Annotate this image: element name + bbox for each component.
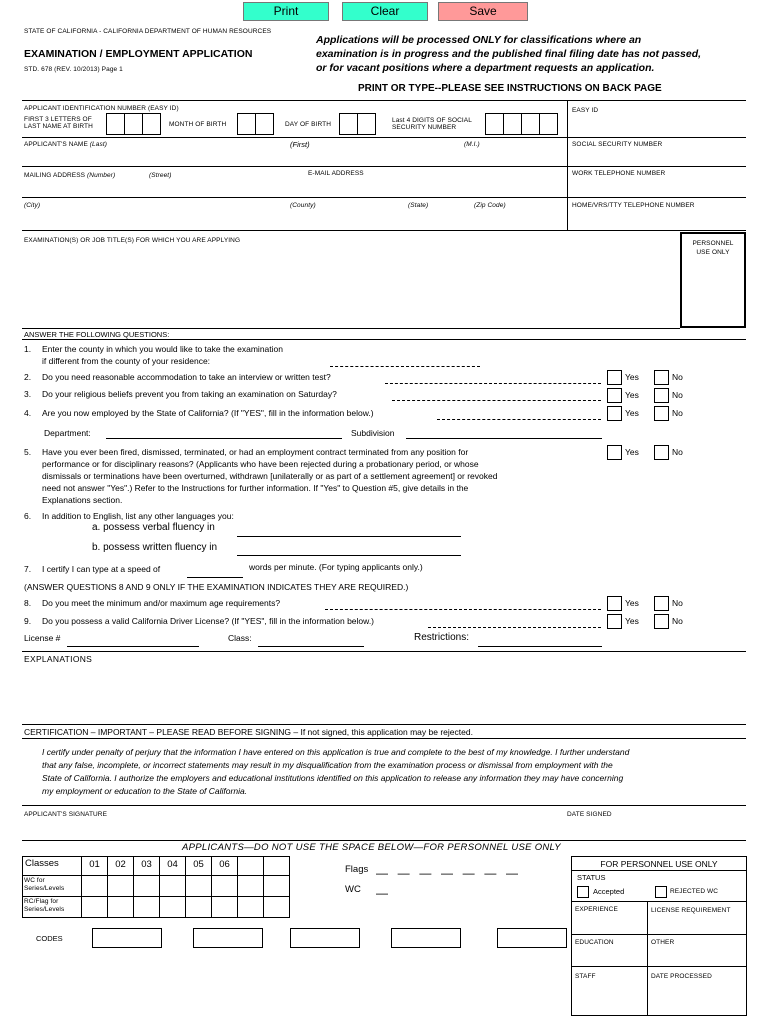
- class-entry-cell[interactable]: [237, 896, 264, 918]
- easy-id-heading: APPLICANT IDENTIFICATION NUMBER (EASY ID): [24, 105, 179, 112]
- personnel-banner: APPLICANTS—DO NOT USE THE SPACE BELOW—FOR PERSONNEL USE ONLY: [182, 842, 561, 853]
- code-box-5[interactable]: [497, 928, 567, 948]
- q3-no-checkbox[interactable]: [654, 388, 669, 403]
- q7-text-b: words per minute. (For typing applicants only.): [249, 562, 423, 572]
- q89-note: (ANSWER QUESTIONS 8 AND 9 ONLY IF THE EXAMINATION INDICATES THEY ARE REQUIRED.): [24, 582, 409, 592]
- q5-line-3: dismissals or terminations have been overturned, withdrawn [unilaterally or as part of a settlement agreement] or revoked: [42, 471, 498, 481]
- date-signed-label[interactable]: DATE SIGNED: [567, 811, 612, 818]
- class-col-label: 03: [141, 859, 152, 870]
- rejected-wc-label: REJECTED WC: [670, 888, 719, 895]
- class-entry-cell[interactable]: [107, 875, 134, 897]
- education-label[interactable]: EDUCATION: [575, 939, 614, 946]
- class-entry-cell[interactable]: [159, 875, 186, 897]
- ssn-box-1[interactable]: [485, 113, 504, 135]
- q5-line-5: Explanations section.: [42, 495, 123, 505]
- class-entry-cell[interactable]: [237, 875, 264, 897]
- for-personnel-label: FOR PERSONNEL USE ONLY: [600, 859, 718, 869]
- form-id: STD. 678 (REV. 10/2013) Page 1: [24, 66, 123, 73]
- subdivision-label: Subdivision: [351, 428, 395, 438]
- q2-yes-label: Yes: [625, 372, 639, 382]
- explanations-label[interactable]: EXPLANATIONS: [24, 654, 93, 664]
- q4-number: 4.: [24, 408, 32, 418]
- exam-titles-label[interactable]: EXAMINATION(S) OR JOB TITLE(S) FOR WHICH YOU ARE APPLYING: [24, 237, 241, 244]
- q2-number: 2.: [24, 372, 32, 382]
- typing-speed-field[interactable]: [187, 577, 243, 578]
- q2-text: Do you need reasonable accommodation to take an interview or written test?: [42, 372, 331, 382]
- first3-box-3[interactable]: [142, 113, 161, 135]
- day-of-birth-label: DAY OF BIRTH: [285, 121, 331, 128]
- q8-text: Do you meet the minimum and/or maximum age requirements?: [42, 598, 281, 608]
- class-header-cell: [263, 856, 290, 876]
- restrictions-label: Restrictions:: [414, 632, 470, 643]
- class-entry-cell[interactable]: [81, 896, 108, 918]
- print-button[interactable]: Print: [243, 2, 329, 21]
- first3-box-2[interactable]: [124, 113, 143, 135]
- ssn-last4-label: Last 4 DIGITS OF SOCIAL SECURITY NUMBER: [392, 117, 472, 131]
- class-entry-cell[interactable]: [211, 875, 238, 897]
- department-field[interactable]: [106, 438, 342, 439]
- class-label: Class:: [228, 633, 252, 643]
- other-label[interactable]: OTHER: [651, 939, 675, 946]
- subdivision-field[interactable]: [406, 438, 602, 439]
- rejected-wc-checkbox[interactable]: [655, 886, 667, 898]
- personnel-use-label: PERSONNEL USE ONLY: [692, 240, 734, 256]
- department-label: Department:: [44, 428, 91, 438]
- q9-number: 9.: [24, 616, 32, 626]
- first-name-label[interactable]: (First): [290, 140, 310, 149]
- work-phone-label[interactable]: WORK TELEPHONE NUMBER: [572, 170, 666, 177]
- mailing-address-label[interactable]: MAILING ADDRESS (Number): [24, 172, 116, 179]
- class-entry-cell[interactable]: [133, 875, 160, 897]
- code-box-1[interactable]: [92, 928, 162, 948]
- code-box-3[interactable]: [290, 928, 360, 948]
- state-label[interactable]: (State): [408, 202, 429, 209]
- first3-box-1[interactable]: [106, 113, 125, 135]
- license-label: License #: [24, 633, 61, 643]
- class-entry-cell[interactable]: [81, 875, 108, 897]
- wc-series-label: WC for Series/Levels: [24, 877, 65, 892]
- q6-number: 6.: [24, 511, 32, 521]
- questions-heading: ANSWER THE FOLLOWING QUESTIONS:: [24, 330, 170, 339]
- q9-text: Do you possess a valid California Driver License? (If "YES", fill in the information below.): [42, 616, 375, 626]
- certification-heading: CERTIFICATION – IMPORTANT – PLEASE READ BEFORE SIGNING – If not signed, this application may be rejected.: [24, 727, 473, 737]
- q8-yes-checkbox[interactable]: [607, 596, 622, 611]
- wc-label: WC: [345, 884, 361, 895]
- signature-label[interactable]: APPLICANT'S SIGNATURE: [24, 811, 108, 818]
- q1-number: 1.: [24, 344, 32, 354]
- license-field[interactable]: [67, 646, 199, 647]
- q1-text-a: Enter the county in which you would like to take the examination: [42, 344, 283, 354]
- form-title: EXAMINATION / EMPLOYMENT APPLICATION: [24, 48, 253, 60]
- agency-name: STATE OF CALIFORNIA - CALIFORNIA DEPARTMENT OF HUMAN RESOURCES: [24, 28, 272, 35]
- q4-yes-checkbox[interactable]: [607, 406, 622, 421]
- q3-text: Do your religious beliefs prevent you from taking an examination on Saturday?: [42, 389, 337, 399]
- q1-county-field[interactable]: [330, 366, 480, 367]
- experience-label[interactable]: EXPERIENCE: [575, 906, 618, 913]
- code-box-2[interactable]: [193, 928, 263, 948]
- street-label[interactable]: (Street): [149, 172, 172, 179]
- ssn-box-2[interactable]: [503, 113, 522, 135]
- wc-field[interactable]: —: [376, 886, 388, 900]
- save-button[interactable]: Save: [438, 2, 528, 21]
- classes-label: Classes: [25, 858, 59, 869]
- q6a-field[interactable]: [237, 536, 461, 537]
- q5-no-label: No: [672, 447, 683, 457]
- q2-no-label: No: [672, 372, 683, 382]
- q5-no-checkbox[interactable]: [654, 445, 669, 460]
- q6b-field[interactable]: [237, 555, 461, 556]
- ssn-box-3[interactable]: [521, 113, 540, 135]
- class-col-label: 06: [219, 859, 230, 870]
- q9-no-label: No: [672, 616, 683, 626]
- ssn-label[interactable]: SOCIAL SECURITY NUMBER: [572, 141, 663, 148]
- q5-line-1: Have you ever been fired, dismissed, terminated, or had an employment contract terminated from any position for: [42, 447, 469, 457]
- class-entry-cell[interactable]: [185, 875, 212, 897]
- class-entry-cell[interactable]: [107, 896, 134, 918]
- clear-button[interactable]: Clear: [342, 2, 428, 21]
- certification-line-2: that any false, incomplete, or incorrect statements may result in my disqualification from the examination process or dismissal from employment with the: [42, 760, 613, 770]
- q8-yes-label: Yes: [625, 598, 639, 608]
- class-col-label: 02: [115, 859, 126, 870]
- q3-number: 3.: [24, 389, 32, 399]
- codes-label: CODES: [36, 934, 63, 943]
- q6a-label: a. possess verbal fluency in: [92, 522, 215, 533]
- q9-yes-checkbox[interactable]: [607, 614, 622, 629]
- restrictions-field[interactable]: [478, 646, 602, 647]
- class-entry-cell[interactable]: [211, 896, 238, 918]
- license-req-label[interactable]: LICENSE REQUIREMENT: [651, 907, 731, 914]
- q8-number: 8.: [24, 598, 32, 608]
- ssn-box-4[interactable]: [539, 113, 558, 135]
- q8-no-checkbox[interactable]: [654, 596, 669, 611]
- print-or-type: PRINT OR TYPE--PLEASE SEE INSTRUCTIONS ON BACK PAGE: [358, 83, 662, 94]
- day-box-2[interactable]: [357, 113, 376, 135]
- rc-series-label: RC/Flag for Series/Levels: [24, 898, 65, 913]
- day-box-1[interactable]: [339, 113, 358, 135]
- class-header-cell: [237, 856, 264, 876]
- class-col-label: 05: [193, 859, 204, 870]
- q2-yes-checkbox[interactable]: [607, 370, 622, 385]
- certification-line-4: my employment or education to the State of California.: [42, 786, 248, 796]
- date-processed-label[interactable]: DATE PROCESSED: [651, 973, 712, 980]
- q3-yes-label: Yes: [625, 390, 639, 400]
- flags-field[interactable]: — — — — — — —: [376, 866, 520, 880]
- q1-text-b: if different from the county of your residence:: [42, 356, 211, 366]
- class-entry-cell[interactable]: [263, 896, 290, 918]
- class-col-label: 01: [89, 859, 100, 870]
- q6b-label: b. possess written fluency in: [92, 542, 218, 553]
- q3-no-label: No: [672, 390, 683, 400]
- county-label[interactable]: (County): [290, 202, 316, 209]
- email-label[interactable]: E-MAIL ADDRESS: [308, 170, 364, 177]
- certification-line-3: State of California. I authorize the employers and educational institutions identified on this application to release any information they may have concerning: [42, 773, 624, 783]
- accepted-label: Accepted: [593, 887, 625, 896]
- q4-no-label: No: [672, 408, 683, 418]
- status-label: STATUS: [577, 873, 606, 882]
- notice-line-2: examination is in progress and the published final filing date has not passed,: [316, 48, 702, 60]
- accepted-checkbox[interactable]: [577, 886, 589, 898]
- q6-text: In addition to English, list any other languages you:: [42, 511, 234, 521]
- class-entry-cell[interactable]: [263, 875, 290, 897]
- class-entry-cell[interactable]: [159, 896, 186, 918]
- q4-yes-label: Yes: [625, 408, 639, 418]
- q5-line-4: need not answer "Yes".) Refer to the Instructions for further information. If "Yes" to Question #5, give details in the: [42, 483, 469, 493]
- q4-text: Are you now employed by the State of California? (If "YES", fill in the information below.): [42, 408, 374, 418]
- middle-initial-label[interactable]: (M.I.): [464, 141, 480, 148]
- staff-label[interactable]: STAFF: [575, 973, 596, 980]
- class-entry-cell[interactable]: [133, 896, 160, 918]
- month-box-1[interactable]: [237, 113, 256, 135]
- q3-yes-checkbox[interactable]: [607, 388, 622, 403]
- q5-yes-label: Yes: [625, 447, 639, 457]
- q9-yes-label: Yes: [625, 616, 639, 626]
- q8-no-label: No: [672, 598, 683, 608]
- q9-no-checkbox[interactable]: [654, 614, 669, 629]
- zip-label[interactable]: (Zip Code): [474, 202, 506, 209]
- q7-number: 7.: [24, 564, 32, 574]
- class-col-label: 04: [167, 859, 178, 870]
- home-phone-label[interactable]: HOME/VRS/TTY TELEPHONE NUMBER: [572, 202, 695, 209]
- code-box-4[interactable]: [391, 928, 461, 948]
- q5-yes-checkbox[interactable]: [607, 445, 622, 460]
- certification-line-1: I certify under penalty of perjury that the information I have entered on this application is true and complete to the best of my knowledge. I further understand: [42, 747, 630, 757]
- notice-line-1: Applications will be processed ONLY for classifications where an: [316, 34, 642, 46]
- q5-line-2: performance or for disciplinary reasons? (Applicants who have been rejected during a probationary period, or whose: [42, 459, 479, 469]
- q7-text-a: I certify I can type at a speed of: [42, 564, 161, 574]
- city-label[interactable]: (City): [24, 202, 41, 209]
- q5-number: 5.: [24, 447, 32, 457]
- applicant-name-label[interactable]: APPLICANT'S NAME (Last): [24, 141, 108, 148]
- month-of-birth-label: MONTH OF BIRTH: [169, 121, 227, 128]
- notice-line-3: or for vacant positions where a department requests an application.: [316, 62, 655, 74]
- class-field[interactable]: [258, 646, 364, 647]
- flags-label: Flags: [345, 864, 369, 875]
- month-box-2[interactable]: [255, 113, 274, 135]
- q2-no-checkbox[interactable]: [654, 370, 669, 385]
- first3-label: FIRST 3 LETTERS OF LAST NAME AT BIRTH: [24, 116, 93, 130]
- q4-no-checkbox[interactable]: [654, 406, 669, 421]
- class-entry-cell[interactable]: [185, 896, 212, 918]
- easy-id-label[interactable]: EASY ID: [572, 107, 599, 114]
